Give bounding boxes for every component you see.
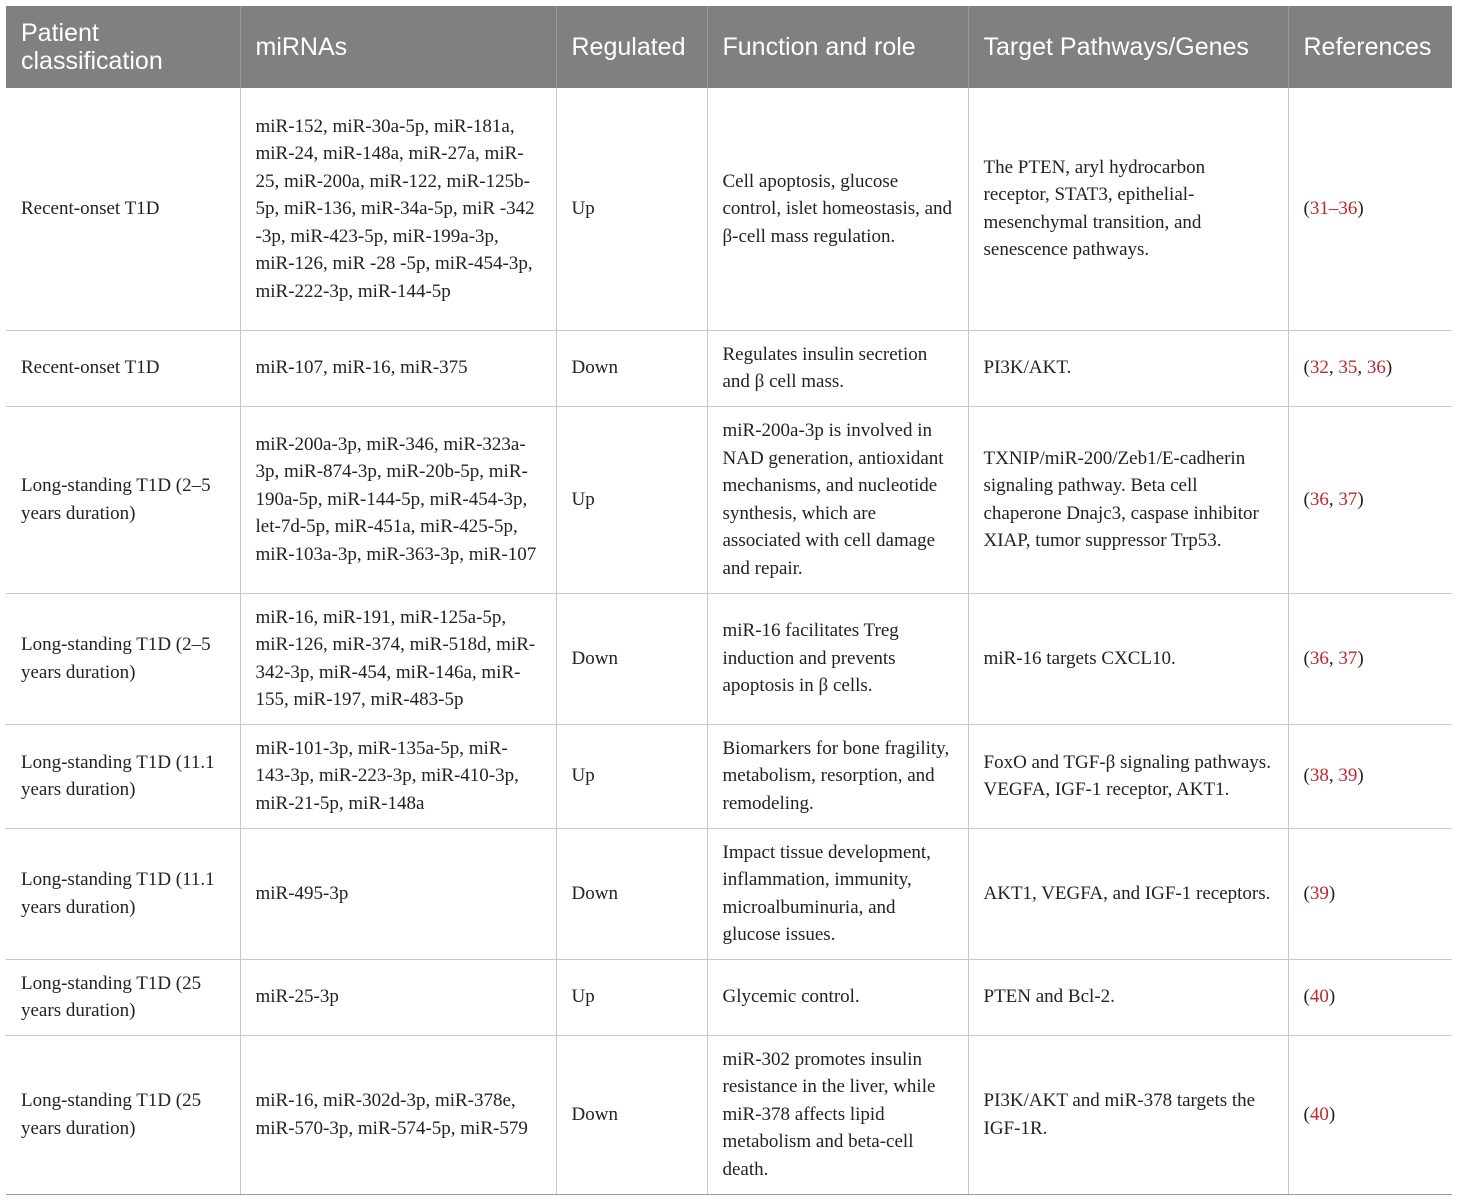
references-separator: , [1357,357,1367,379]
references-separator: , [1328,765,1339,787]
references-open-paren: ( [1303,198,1310,219]
cell-mirnas: miR-152, miR-30a-5p, miR-181a, miR-24, miR-148a, miR-27a, miR-25, miR-200a, miR-122, miR-125b-5p, miR-136, miR-34a-5p, miR -342 -3p, miR-423-5p, miR-199a-3p, miR-126, miR -28 -5p, miR-454-3p, miR-222-3p, miR-144-5p [240,88,556,330]
references-separator: , [1328,647,1339,669]
cell-mirnas: miR-25-3p [240,959,556,1035]
table-row [6,88,1452,330]
cell-patient-classification: Long-standing T1D (25 years duration) [6,1035,240,1194]
header-target-pathways: Target Pathways/Genes [968,6,1288,88]
reference-link[interactable]: 36 [1309,647,1329,669]
cell-references [1288,406,1452,593]
cell-references [1288,593,1452,724]
cell-regulated: Down [556,1035,707,1194]
cell-target-pathways: miR-16 targets CXCL10. [968,593,1288,724]
header-regulated: Regulated [556,6,707,88]
references-open-paren: ( [1303,765,1310,787]
cell-mirnas: miR-16, miR-191, miR-125a-5p, miR-126, miR-374, miR-518d, miR-342-3p, miR-454, miR-146a, miR-155, miR-197, miR-483-5p [240,593,556,724]
reference-link[interactable]: 38 [1309,765,1329,787]
cell-function-and-role: miR-16 facilitates Treg induction and prevents apoptosis in β cells. [707,593,968,724]
cell-target-pathways: AKT1, VEGFA, and IGF-1 receptors. [968,828,1288,959]
cell-regulated: Up [556,959,707,1035]
cell-references [1288,959,1452,1035]
table-row [6,828,1452,959]
reference-link[interactable]: 35 [1338,357,1358,379]
references-close-paren: ) [1385,357,1393,379]
table-row [6,330,1452,406]
header-function-and-role: Function and role [707,6,968,88]
cell-references [1288,1035,1452,1194]
references-close-paren: ) [1328,882,1336,904]
references-open-paren: ( [1303,986,1310,1008]
cell-target-pathways: PTEN and Bcl-2. [968,959,1288,1035]
cell-function-and-role: Glycemic control. [707,959,968,1035]
references-close-paren: ) [1357,198,1364,219]
cell-target-pathways: TXNIP/miR-200/Zeb1/E-cadherin signaling pathway. Beta cell chaperone Dnajc3, caspase inhibitor XIAP, tumor suppressor Trp53. [968,406,1288,593]
cell-references [1288,724,1452,828]
cell-regulated: Down [556,330,707,406]
references-open-paren: ( [1303,882,1310,904]
cell-function-and-role: Regulates insulin secretion and β cell mass. [707,330,968,406]
cell-target-pathways: PI3K/AKT and miR-378 targets the IGF-1R. [968,1035,1288,1194]
cell-function-and-role: miR-302 promotes insulin resistance in the liver, while miR-378 affects lipid metabolism and beta-cell death. [707,1035,968,1194]
cell-regulated: Up [556,724,707,828]
header-references: References [1288,6,1452,88]
reference-link[interactable]: 36 [1366,357,1386,379]
cell-patient-classification: Long-standing T1D (2–5 years duration) [6,406,240,593]
references-close-paren: ) [1357,647,1364,669]
table-row [6,724,1452,828]
cell-mirnas: miR-200a-3p, miR-346, miR-323a-3p, miR-874-3p, miR-20b-5p, miR-190a-5p, miR-144-5p, miR-454-3p, let-7d-5p, miR-451a, miR-425-5p, miR-103a-3p, miR-363-3p, miR-107 [240,406,556,593]
reference-link[interactable]: 36 [1309,488,1329,510]
cell-target-pathways: PI3K/AKT. [968,330,1288,406]
cell-patient-classification: Long-standing T1D (11.1 years duration) [6,724,240,828]
reference-link[interactable]: 39 [1338,765,1358,787]
table-row [6,406,1452,593]
cell-regulated: Up [556,88,707,330]
cell-references [1288,828,1452,959]
references-open-paren: ( [1303,488,1310,510]
table-body [6,88,1452,1194]
cell-function-and-role: miR-200a-3p is involved in NAD generation, antioxidant mechanisms, and nucleotide synthesis, which are associated with cell damage and repair. [707,406,968,593]
cell-patient-classification: Long-standing T1D (11.1 years duration) [6,828,240,959]
table-row [6,593,1452,724]
cell-mirnas: miR-101-3p, miR-135a-5p, miR-143-3p, miR-223-3p, miR-410-3p, miR-21-5p, miR-148a [240,724,556,828]
mirna-table [6,6,1452,1195]
header-row [6,6,1452,88]
cell-function-and-role: Biomarkers for bone fragility, metabolism, resorption, and remodeling. [707,724,968,828]
references-open-paren: ( [1303,357,1310,379]
references-separator: , [1328,488,1339,510]
reference-link[interactable]: 39 [1309,882,1329,904]
table-row [6,1035,1452,1194]
references-open-paren: ( [1303,1103,1310,1125]
cell-mirnas: miR-16, miR-302d-3p, miR-378e, miR-570-3p, miR-574-5p, miR-579 [240,1035,556,1194]
references-close-paren: ) [1328,1103,1336,1125]
reference-link[interactable]: 40 [1309,986,1329,1008]
header-patient-classification: Patient classification [6,6,240,88]
table-row [6,959,1452,1035]
reference-link[interactable]: 37 [1338,647,1358,669]
cell-patient-classification: Long-standing T1D (25 years duration) [6,959,240,1035]
cell-references [1288,330,1452,406]
cell-target-pathways: FoxO and TGF-β signaling pathways. VEGFA, IGF-1 receptor, AKT1. [968,724,1288,828]
reference-link[interactable]: 40 [1309,1103,1329,1125]
references-separator: , [1328,357,1339,379]
cell-mirnas: miR-495-3p [240,828,556,959]
cell-mirnas: miR-107, miR-16, miR-375 [240,330,556,406]
cell-references [1288,88,1452,330]
cell-patient-classification: Recent-onset T1D [6,330,240,406]
cell-patient-classification: Long-standing T1D (2–5 years duration) [6,593,240,724]
cell-function-and-role: Cell apoptosis, glucose control, islet homeostasis, and β-cell mass regulation. [707,88,968,330]
header-mirnas: miRNAs [240,6,556,88]
references-close-paren: ) [1328,986,1336,1008]
reference-link[interactable]: 31–36 [1309,198,1358,219]
references-close-paren: ) [1357,765,1364,787]
references-open-paren: ( [1303,647,1310,669]
cell-target-pathways: The PTEN, aryl hydrocarbon receptor, STAT3, epithelial-mesenchymal transition, and senescence pathways. [968,88,1288,330]
reference-link[interactable]: 32 [1309,357,1329,379]
cell-regulated: Up [556,406,707,593]
cell-patient-classification: Recent-onset T1D [6,88,240,330]
cell-regulated: Down [556,828,707,959]
references-close-paren: ) [1357,488,1364,510]
cell-function-and-role: Impact tissue development, inflammation, immunity, microalbuminuria, and glucose issues. [707,828,968,959]
cell-regulated: Down [556,593,707,724]
reference-link[interactable]: 37 [1338,488,1358,510]
